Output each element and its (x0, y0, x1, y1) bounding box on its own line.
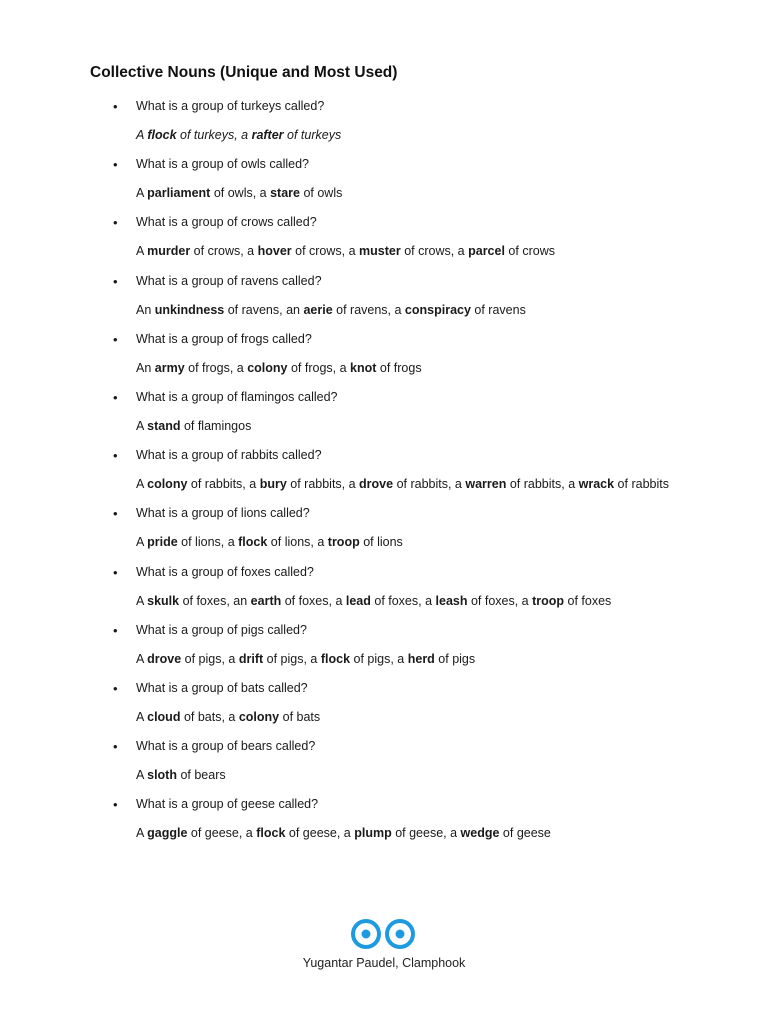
list-item (0, 562, 768, 620)
collective-noun: gaggle (147, 826, 188, 841)
answer-segment: of ravens, an (224, 302, 304, 317)
answer-segment: of geese (499, 826, 551, 841)
footer (0, 918, 768, 970)
collective-noun: unkindness (154, 302, 225, 317)
answer-text (136, 127, 341, 143)
answer-segment: of bats, a (180, 709, 239, 724)
answer-segment: An (136, 360, 155, 375)
answer-text (136, 767, 226, 783)
question-text: What is a group of geese called? (136, 797, 319, 812)
answer-segment: of rabbits (614, 477, 669, 492)
answer-text (136, 418, 251, 434)
question-text: What is a group of ravens called? (136, 273, 322, 288)
list-item (0, 503, 768, 561)
question-text: What is a group of lions called? (136, 506, 310, 521)
collective-noun: muster (359, 244, 401, 259)
answer-segment: of frogs, a (287, 360, 351, 375)
answer-segment: of pigs, a (181, 651, 239, 666)
question-text: What is a group of flamingos called? (136, 389, 338, 404)
answer-segment: of frogs (376, 360, 422, 375)
answer-segment: of crows, a (190, 244, 258, 259)
answer-segment: of turkeys (283, 128, 342, 142)
collective-noun: plump (354, 826, 392, 841)
collective-noun: hover (257, 244, 292, 259)
collective-noun: knot (350, 360, 377, 375)
bullet-icon: • (113, 797, 118, 813)
list-item (0, 794, 768, 852)
list-item (0, 154, 768, 212)
collective-noun: rafter (251, 128, 284, 142)
answer-segment: of crows, a (291, 244, 360, 259)
list-item (0, 387, 768, 445)
answer-segment: A (136, 244, 148, 259)
answer-text (136, 243, 555, 259)
answer-segment: of rabbits, a (187, 477, 260, 492)
bullet-icon: • (113, 389, 118, 405)
answer-segment: of pigs, a (263, 651, 321, 666)
answer-text (136, 825, 551, 841)
collective-noun: drove (359, 477, 394, 492)
collective-noun: murder (147, 244, 191, 259)
collective-noun: conspiracy (404, 302, 471, 317)
collective-noun: leash (435, 593, 468, 608)
answer-text (136, 476, 669, 492)
answer-segment: of foxes, a (467, 593, 533, 608)
question-text: What is a group of foxes called? (136, 564, 314, 579)
answer-segment: A (136, 186, 148, 201)
question-text: What is a group of frogs called? (136, 331, 312, 346)
collective-noun: flock (238, 535, 268, 550)
collective-noun: troop (327, 535, 360, 550)
answer-segment: of turkeys, a (176, 128, 252, 142)
answer-text (136, 185, 342, 201)
answer-text (136, 593, 611, 609)
answer-segment: of lions, a (267, 535, 328, 550)
answer-segment: of bats (279, 709, 321, 724)
answer-text (136, 709, 320, 725)
collective-noun: drift (238, 651, 264, 666)
question-text: What is a group of bears called? (136, 739, 316, 754)
list-item (0, 678, 768, 736)
answer-segment: of pigs (434, 651, 476, 666)
collective-noun: skulk (147, 593, 180, 608)
bullet-icon: • (113, 564, 118, 580)
answer-segment: A (136, 768, 148, 783)
bullet-icon: • (113, 99, 118, 114)
answer-segment: of geese, a (187, 826, 257, 841)
list-item (0, 212, 768, 270)
collective-noun: parcel (468, 244, 505, 259)
answer-segment: A (136, 593, 148, 608)
collective-noun: colony (238, 709, 280, 724)
answer-segment: of rabbits, a (506, 477, 579, 492)
collective-noun: colony (147, 477, 188, 492)
bullet-icon: • (113, 331, 118, 347)
collective-noun: drove (147, 651, 182, 666)
bullet-icon: • (113, 680, 118, 696)
question-text: What is a group of turkeys called? (136, 99, 325, 113)
answer-segment: of frogs, a (184, 360, 248, 375)
answer-segment: of owls (299, 186, 343, 201)
collective-noun: colony (247, 360, 288, 375)
answer-segment: A (136, 651, 148, 666)
answer-segment: of foxes, an (179, 593, 251, 608)
answer-segment: of crows (504, 244, 555, 259)
collective-noun: aerie (303, 302, 333, 317)
list-item (0, 329, 768, 387)
clamphook-logo-icon (351, 918, 417, 950)
answer-text (136, 534, 403, 550)
answer-segment: of ravens (470, 302, 526, 317)
bullet-icon: • (113, 622, 118, 638)
answer-segment: of bears (176, 768, 226, 783)
answer-segment: of foxes, a (281, 593, 346, 608)
answer-segment: of rabbits, a (393, 477, 466, 492)
list-item (0, 445, 768, 503)
answer-segment: of lions, a (177, 535, 239, 550)
answer-segment: A (136, 709, 148, 724)
collective-noun: earth (250, 593, 282, 608)
question-text: What is a group of rabbits called? (136, 448, 322, 463)
question-answer-list (0, 96, 768, 852)
collective-noun: herd (407, 651, 435, 666)
bullet-icon: • (113, 273, 118, 289)
answer-segment: A (136, 477, 148, 492)
bullet-icon: • (113, 448, 118, 464)
author-credit: Yugantar Paudel, Clamphook (302, 956, 466, 970)
answer-text (136, 302, 526, 318)
answer-segment: of foxes, a (370, 593, 436, 608)
bullet-icon: • (113, 739, 118, 755)
collective-noun: flock (147, 128, 177, 142)
bullet-icon: • (113, 506, 118, 522)
collective-noun: sloth (147, 768, 177, 783)
question-text: What is a group of owls called? (136, 157, 310, 172)
answer-segment: of pigs, a (350, 651, 408, 666)
answer-segment: of owls, a (210, 186, 271, 201)
list-item (0, 736, 768, 794)
collective-noun: wedge (460, 826, 500, 841)
answer-segment: An (136, 302, 155, 317)
bullet-icon: • (113, 215, 118, 231)
collective-noun: lead (345, 593, 371, 608)
question-text: What is a group of pigs called? (136, 622, 307, 637)
bullet-icon: • (113, 157, 118, 173)
collective-noun: flock (320, 651, 351, 666)
answer-text (136, 360, 422, 376)
question-text: What is a group of crows called? (136, 215, 317, 230)
answer-segment: of flamingos (180, 418, 252, 433)
answer-segment: A (136, 418, 148, 433)
collective-noun: flock (256, 826, 286, 841)
list-item (0, 96, 768, 154)
collective-noun: stare (270, 186, 300, 201)
answer-segment: A (136, 535, 148, 550)
collective-noun: cloud (147, 709, 181, 724)
document-title: Collective Nouns (Unique and Most Used) (90, 64, 398, 81)
answer-segment: of rabbits, a (286, 477, 360, 492)
answer-segment: of ravens, a (332, 302, 405, 317)
answer-text (136, 651, 475, 667)
answer-segment: A (136, 128, 148, 142)
answer-segment: of crows, a (400, 244, 469, 259)
collective-noun: bury (259, 477, 287, 492)
answer-segment: A (136, 826, 148, 841)
collective-noun: pride (147, 535, 178, 550)
collective-noun: warren (465, 477, 507, 492)
answer-segment: of foxes (564, 593, 612, 608)
collective-noun: army (154, 360, 185, 375)
list-item (0, 271, 768, 329)
collective-noun: stand (147, 418, 181, 433)
answer-segment: of geese, a (285, 826, 355, 841)
list-item (0, 620, 768, 678)
answer-segment: of lions (359, 535, 403, 550)
collective-noun: wrack (578, 477, 615, 492)
collective-noun: parliament (147, 186, 211, 201)
question-text: What is a group of bats called? (136, 680, 308, 695)
answer-segment: of geese, a (391, 826, 461, 841)
collective-noun: troop (532, 593, 565, 608)
